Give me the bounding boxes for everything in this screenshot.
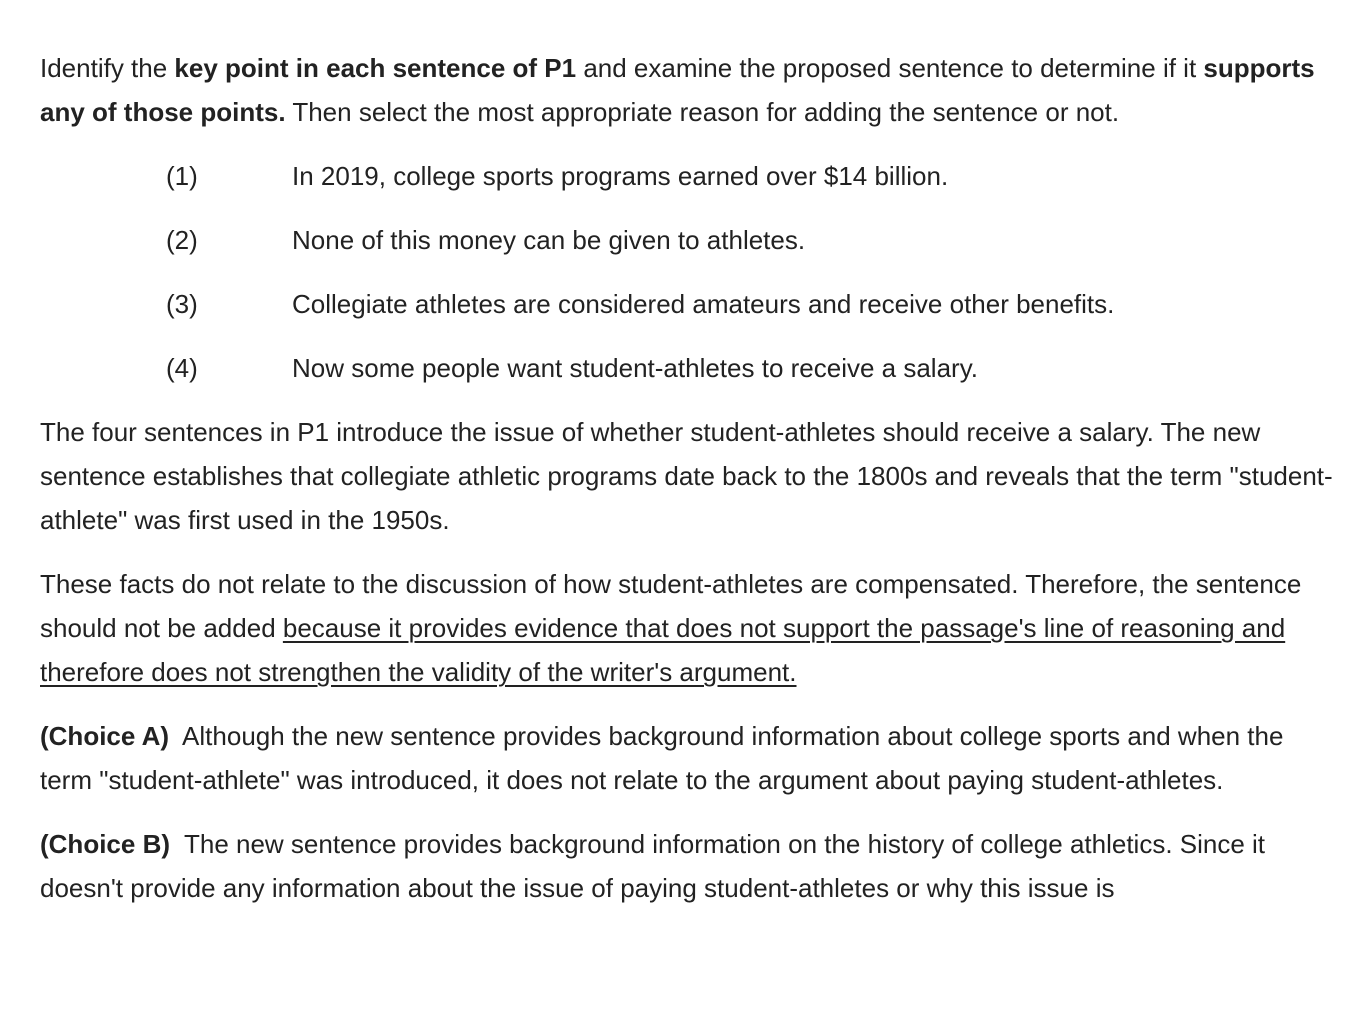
conclusion-text: These facts do not relate to the discussion of how student-athletes are compensated. Therefore, the sentence should not be added [40, 569, 1302, 643]
sentence-text: None of this money can be given to athletes. [292, 225, 806, 255]
intro-bold-2: supports any of those points. [40, 53, 1315, 127]
choice-b-text: The new sentence provides background information on the history of college athletics. Since it doesn't provide any information about the issue of paying student-athletes or why this issue is [40, 829, 1273, 903]
sentence-number: (3) [166, 289, 198, 319]
choice-b-paragraph [40, 822, 1340, 910]
intro-text-1: Identify the [40, 53, 175, 83]
choice-b-label: (Choice B) [40, 829, 170, 859]
explanation-content [40, 46, 1340, 930]
conclusion-underlined-answer: because it provides evidence that does not support the passage's line of reasoning and therefore does not strengthen the validity of the writer's argument. [40, 613, 1286, 687]
intro-text-2: and examine the proposed sentence to determine if it [576, 53, 1204, 83]
sentence-number: (2) [166, 225, 198, 255]
analysis-paragraph: The four sentences in P1 introduce the issue of whether student-athletes should receive a salary. The new sentence establishes that collegiate athletic programs date back to the 1800s and reveals that the term "student-athlete" was first used in the 1950s. [40, 417, 1333, 535]
choice-a-label: (Choice A) [40, 721, 170, 751]
intro-bold-1: key point in each sentence of P1 [174, 53, 577, 83]
sentence-text: Now some people want student-athletes to receive a salary. [292, 353, 978, 383]
sentence-item-2 [40, 218, 1340, 262]
choice-a-text: Although the new sentence provides background information about college sports and when the term "student-athlete" was introduced, it does not relate to the argument about paying student-athletes. [40, 721, 1291, 795]
intro-text-3: Then select the most appropriate reason for adding the sentence or not. [285, 97, 1120, 127]
sentence-item-4 [40, 346, 1340, 390]
choice-a-paragraph [40, 714, 1340, 802]
sentence-item-3 [40, 282, 1340, 326]
conclusion-paragraph [40, 562, 1340, 694]
intro-paragraph [40, 46, 1340, 134]
sentence-item-1 [40, 154, 1340, 198]
sentence-text: Collegiate athletes are considered amateurs and receive other benefits. [292, 289, 1115, 319]
sentence-text: In 2019, college sports programs earned over $14 billion. [292, 161, 949, 191]
sentence-number: (1) [166, 161, 198, 191]
sentence-number: (4) [166, 353, 198, 383]
p1-sentence-list [40, 154, 1340, 390]
